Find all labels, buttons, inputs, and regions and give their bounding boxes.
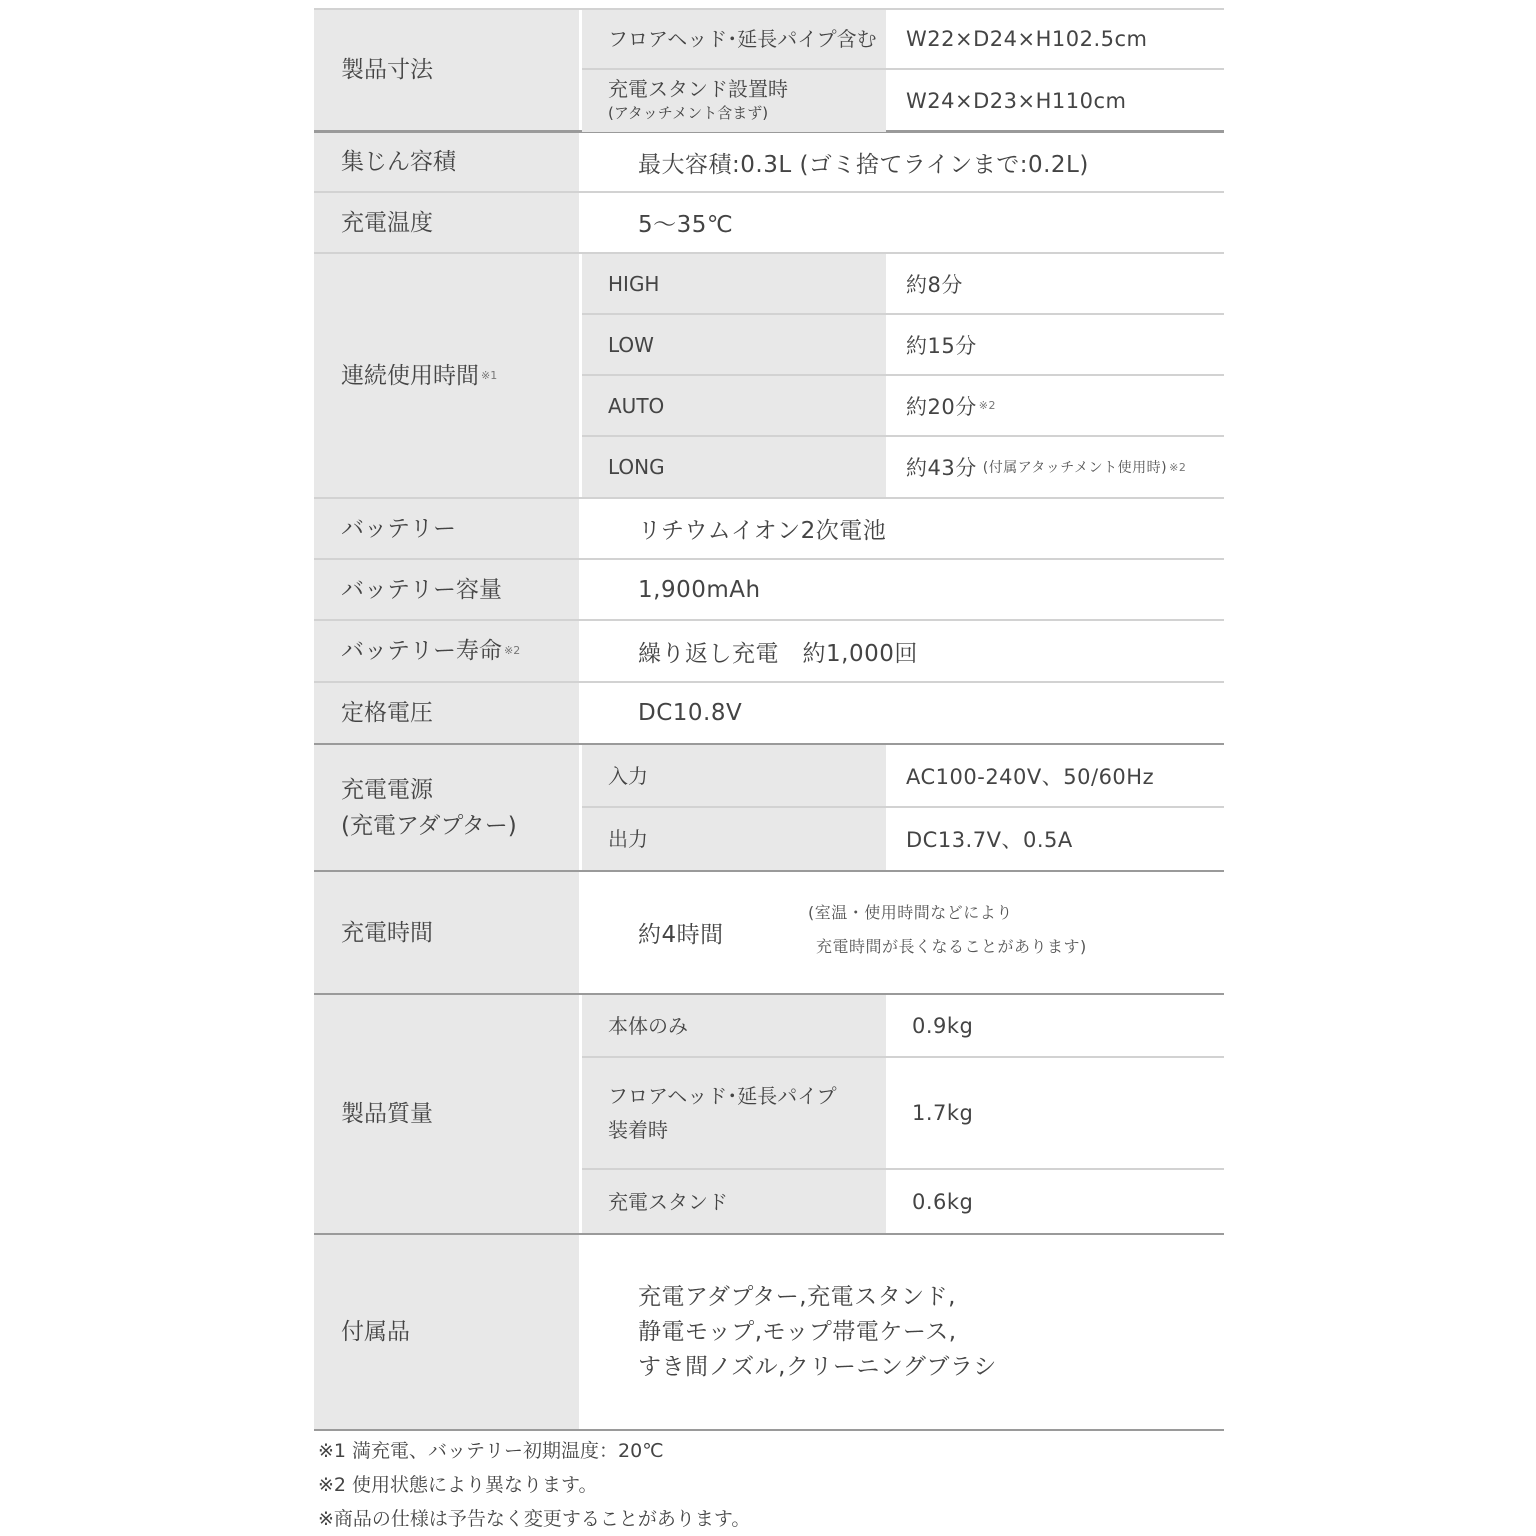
runtime-value-low: 約15分 — [906, 333, 977, 358]
spec-row-charge-time — [314, 872, 1224, 995]
power-source-value-input: AC100-240V、50/60Hz — [906, 764, 1155, 789]
runtime-subrow-long — [582, 437, 1224, 497]
charge-time-note-line1: (室温・使用時間などにより — [808, 903, 1013, 922]
runtime-mode-high: HIGH — [582, 254, 886, 313]
battery-life-label-mark: ※2 — [504, 644, 521, 657]
spec-row-dimensions — [314, 8, 1224, 133]
weight-sublabel-floorhead-line2: 装着時 — [608, 1118, 668, 1142]
runtime-value-long-mark: ※2 — [1169, 460, 1187, 474]
runtime-subrow-low — [582, 315, 1224, 376]
dimensions-subrow-stand — [582, 70, 1224, 132]
spec-label-battery: バッテリー — [314, 499, 579, 558]
accessories-line1: 充電アダプター,充電スタンド, — [638, 1283, 956, 1310]
power-source-value-output: DC13.7V、0.5A — [906, 828, 1073, 852]
accessories-line3: すき間ノズル,クリーニングブラシ — [638, 1353, 997, 1380]
charge-time-note-line2: 充電時間が長くなることがあります) — [816, 937, 1087, 956]
power-source-label-line2: (充電アダプター) — [341, 812, 517, 839]
spec-label-weight: 製品質量 — [314, 995, 579, 1233]
dimensions-value-stand: W24×D23×H110cm — [906, 89, 1127, 113]
spec-table — [314, 8, 1224, 1431]
spec-row-dust — [314, 133, 1224, 193]
dimensions-sublabel-floorhead: フロアヘッド･延長パイプ含む — [582, 10, 886, 68]
dimensions-value-floorhead: W22×D24×H102.5cm — [906, 27, 1148, 51]
spec-label-rated-voltage: 定格電圧 — [314, 683, 579, 743]
runtime-mode-long: LONG — [582, 437, 886, 497]
runtime-mode-low: LOW — [582, 315, 886, 374]
spec-value-dust: 最大容積:0.3L (ゴミ捨てラインまで:0.2L) — [638, 151, 1089, 178]
runtime-subrow-auto — [582, 376, 1224, 437]
dimensions-sublabel-stand — [582, 70, 886, 132]
spec-label-battery-capacity: バッテリー容量 — [314, 560, 579, 619]
accessories-line2: 静電モップ,モップ帯電ケース, — [638, 1318, 957, 1345]
spec-label-charge-temp: 充電温度 — [314, 193, 579, 252]
weight-value-stand: 0.6kg — [912, 1189, 974, 1214]
battery-life-label-text: バッテリー寿命 — [341, 638, 502, 664]
spec-row-accessories — [314, 1235, 1224, 1431]
power-source-subrow-output — [582, 808, 1224, 870]
spec-label-battery-life — [314, 621, 579, 681]
runtime-subrow-high — [582, 254, 1224, 315]
runtime-mode-auto: AUTO — [582, 376, 886, 435]
spec-row-rated-voltage — [314, 683, 1224, 745]
spec-value-charge-temp: 5～35℃ — [638, 212, 734, 238]
weight-sublabel-floorhead-line1: フロアヘッド･延長パイプ — [608, 1084, 837, 1108]
footnote-2: ※2 使用状態により異なります。 — [318, 1474, 598, 1496]
weight-subgrid — [582, 995, 1224, 1233]
weight-subrow-stand — [582, 1170, 1224, 1233]
runtime-label-text: 連続使用時間 — [341, 362, 479, 389]
dimensions-sublabel-stand-main: 充電スタンド設置時 — [608, 77, 788, 101]
spec-label-runtime — [314, 254, 579, 497]
runtime-value-auto — [888, 376, 1224, 435]
charge-time-value-text: 約4時間 — [638, 922, 724, 948]
spec-row-runtime — [314, 254, 1224, 499]
runtime-value-long — [888, 437, 1224, 497]
weight-sublabel-body: 本体のみ — [582, 995, 886, 1056]
spec-value-charge-time — [582, 872, 1224, 993]
weight-subrow-floorhead — [582, 1058, 1224, 1170]
runtime-subgrid — [582, 254, 1224, 497]
runtime-value-high: 約8分 — [906, 272, 963, 297]
spec-value-battery-life: 繰り返し充電 約1,000回 — [638, 640, 918, 667]
spec-row-battery-capacity — [314, 560, 1224, 621]
power-source-subgrid — [582, 745, 1224, 870]
weight-sublabel-stand: 充電スタンド — [582, 1170, 886, 1233]
footnote-1: ※1 満充電、バッテリー初期温度：20℃ — [318, 1440, 664, 1462]
charge-time-note — [808, 896, 1087, 964]
runtime-label-mark: ※1 — [481, 368, 498, 382]
spec-row-battery — [314, 499, 1224, 560]
power-source-subrow-input — [582, 745, 1224, 808]
spec-label-charge-time: 充電時間 — [314, 872, 579, 993]
spec-value-accessories — [582, 1235, 1224, 1429]
power-source-sublabel-output: 出力 — [582, 808, 886, 870]
dimensions-subrow-floorhead — [582, 10, 1224, 70]
spec-label-dimensions: 製品寸法 — [314, 10, 579, 130]
spec-value-battery: リチウムイオン2次電池 — [638, 518, 887, 544]
spec-row-battery-life — [314, 621, 1224, 683]
weight-value-body: 0.9kg — [912, 1013, 974, 1038]
spec-row-charge-temp — [314, 193, 1224, 254]
spec-value-rated-voltage: DC10.8V — [638, 700, 743, 726]
runtime-value-auto-mark: ※2 — [978, 399, 996, 412]
spec-row-weight — [314, 995, 1224, 1235]
spec-label-dust: 集じん容積 — [314, 133, 579, 191]
power-source-label-line1: 充電電源 — [341, 776, 433, 803]
power-source-sublabel-input: 入力 — [582, 745, 886, 806]
spec-row-power-source — [314, 745, 1224, 872]
dimensions-sublabel-stand-note: (アタッチメント含まず) — [608, 104, 769, 122]
spec-label-power-source — [314, 745, 579, 870]
footnote-3: ※商品の仕様は予告なく変更することがあります。 — [318, 1508, 751, 1530]
weight-subrow-body — [582, 995, 1224, 1058]
spec-label-accessories: 付属品 — [314, 1235, 579, 1429]
runtime-value-long-note: (付属アタッチメント使用時) — [982, 460, 1168, 476]
weight-sublabel-floorhead — [582, 1058, 886, 1168]
dimensions-subgrid — [582, 10, 1224, 130]
runtime-value-long-text: 約43分 — [906, 456, 977, 480]
runtime-value-auto-text: 約20分 — [906, 394, 977, 419]
spec-value-battery-capacity: 1,900mAh — [638, 576, 761, 603]
weight-value-floorhead: 1.7kg — [912, 1101, 974, 1125]
